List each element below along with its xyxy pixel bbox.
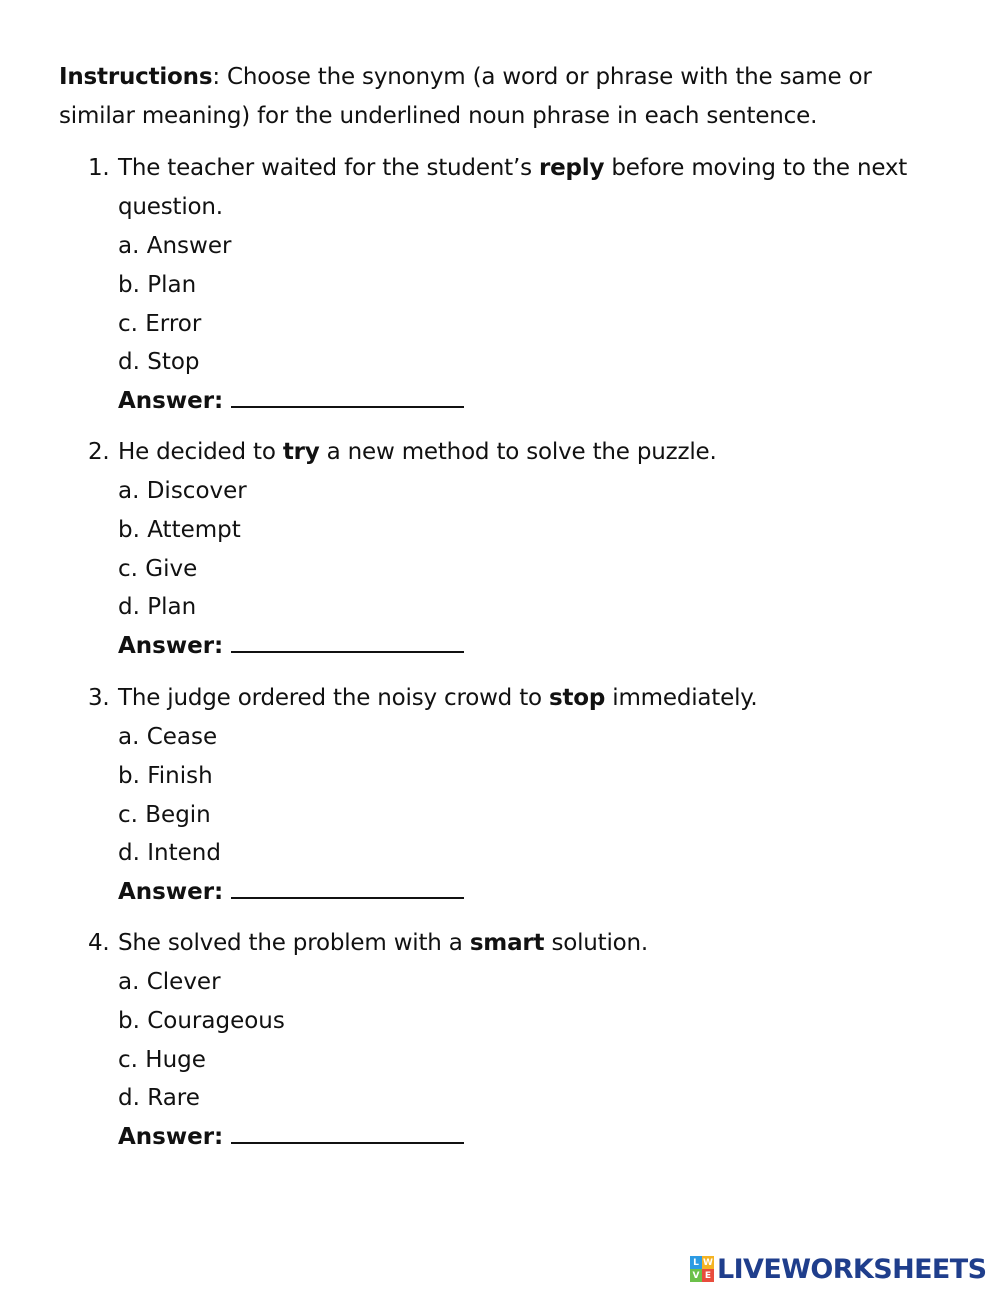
answer-row bbox=[118, 627, 948, 666]
option-d: d. Rare bbox=[118, 1085, 200, 1112]
target-word: reply bbox=[539, 155, 605, 181]
option-b: b. Plan bbox=[118, 271, 197, 298]
liveworksheets-logo bbox=[690, 1252, 986, 1286]
answer-row bbox=[118, 1118, 948, 1157]
question-2 bbox=[88, 433, 948, 666]
option-a: a. Discover bbox=[118, 478, 247, 504]
answer-label: Answer: bbox=[118, 388, 224, 415]
question-stem bbox=[88, 679, 948, 718]
answer-blank[interactable] bbox=[231, 1118, 464, 1144]
answer-row bbox=[118, 873, 948, 912]
answer-blank[interactable] bbox=[231, 382, 464, 408]
answer-label: Answer: bbox=[118, 633, 224, 660]
answer-blank[interactable] bbox=[231, 627, 464, 653]
question-stem bbox=[88, 149, 948, 227]
question-number: 1. bbox=[88, 155, 110, 181]
instructions-paragraph bbox=[59, 58, 939, 136]
target-word: try bbox=[282, 439, 320, 465]
option-a: a. Answer bbox=[118, 233, 232, 259]
question-4 bbox=[88, 924, 948, 1157]
option-d: d. Intend bbox=[118, 840, 221, 867]
answer-label: Answer: bbox=[118, 1124, 224, 1151]
question-stem bbox=[88, 433, 948, 472]
instructions-label: Instructions bbox=[59, 64, 213, 90]
option-d: d. Stop bbox=[118, 349, 200, 376]
question-number: 2. bbox=[88, 439, 110, 465]
answer-row bbox=[118, 382, 948, 421]
question-stem bbox=[88, 924, 948, 963]
option-list bbox=[118, 472, 948, 627]
answer-label: Answer: bbox=[118, 879, 224, 906]
option-b: b. Attempt bbox=[118, 516, 241, 543]
option-list bbox=[118, 227, 948, 382]
liveworksheets-logo-icon: L W V E bbox=[690, 1256, 714, 1282]
logo-text: LIVEWORKSHEETS bbox=[717, 1253, 987, 1285]
question-text: The teacher waited for the student’s reply before moving to the next question. bbox=[118, 155, 908, 220]
question-text: The judge ordered the noisy crowd to stop immediately. bbox=[118, 685, 758, 711]
question-3 bbox=[88, 679, 948, 912]
question-text: He decided to try a new method to solve the puzzle. bbox=[118, 439, 717, 465]
option-b: b. Finish bbox=[118, 762, 213, 789]
option-c: c. Error bbox=[118, 310, 202, 337]
question-number: 3. bbox=[88, 685, 110, 711]
option-a: a. Clever bbox=[118, 969, 221, 995]
question-text: She solved the problem with a smart solution. bbox=[118, 930, 649, 956]
question-number: 4. bbox=[88, 930, 110, 956]
instructions-text: : Choose the synonym (a word or phrase with the same or similar meaning) for the underlined noun phrase in each sentence. bbox=[59, 64, 872, 129]
option-a: a. Cease bbox=[118, 724, 218, 750]
option-c: c. Huge bbox=[118, 1046, 206, 1073]
option-c: c. Give bbox=[118, 555, 198, 582]
option-d: d. Plan bbox=[118, 594, 197, 621]
answer-blank[interactable] bbox=[231, 873, 464, 899]
option-list bbox=[118, 963, 948, 1118]
option-list bbox=[118, 718, 948, 873]
target-word: smart bbox=[469, 930, 545, 956]
option-c: c. Begin bbox=[118, 801, 211, 828]
option-b: b. Courageous bbox=[118, 1007, 285, 1034]
question-1 bbox=[88, 149, 948, 421]
target-word: stop bbox=[549, 685, 606, 711]
